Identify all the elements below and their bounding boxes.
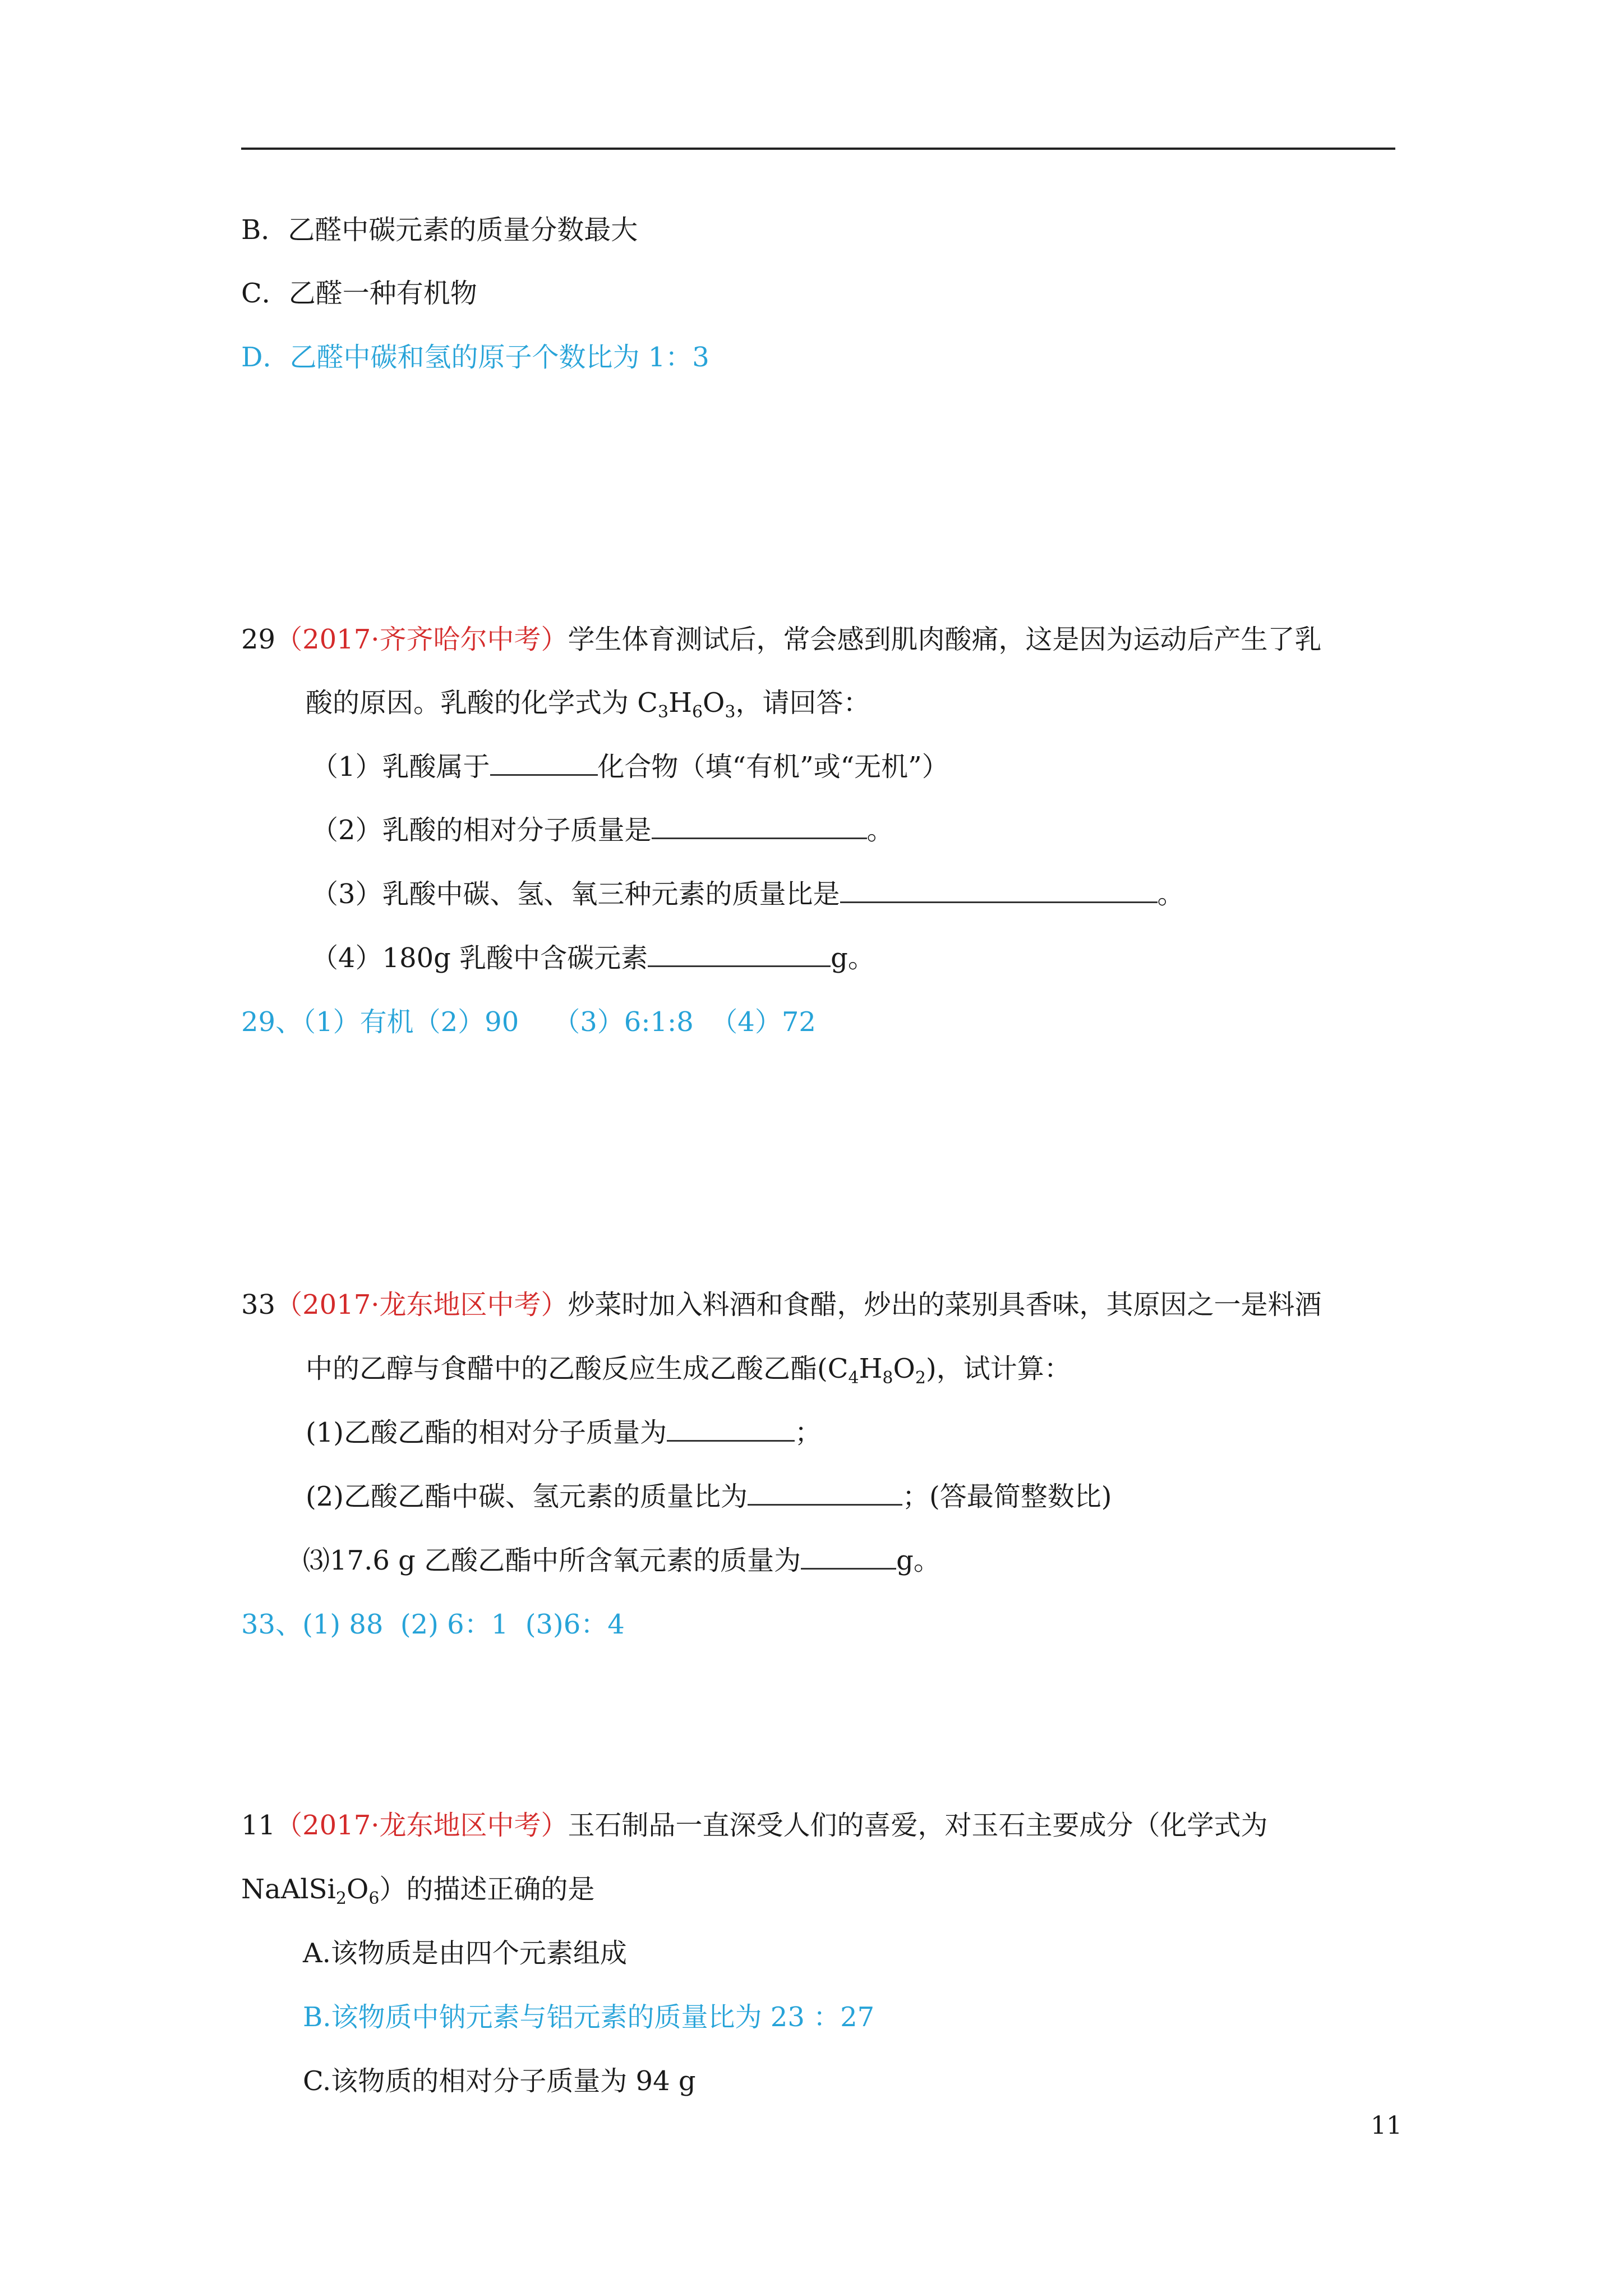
q29-stem-text-3: ，请回答： [735,687,870,719]
answer-blank[interactable] [748,1481,902,1506]
q33-answer: 33、(1) 88 (2) 6：1 (3)6：4 [241,1609,625,1640]
q11-option-b-answer: B.该物质中钠元素与铝元素的质量比为 23 ：27 [303,2001,875,2033]
formula-element: O [893,1353,915,1384]
q33-part1 [306,1415,822,1451]
q11-number: 11 [241,1810,276,1841]
formula-subscript: 6 [691,702,703,722]
q29-part4-text: （4）180g 乳酸中含碳元素 [311,942,648,974]
q33-part3-text: ⑶17.6 g 乙酸乙酯中所含氧元素的质量为 [303,1545,801,1576]
q29-stem-text-2: 酸的原因。乳酸的化学式为 C [306,687,658,719]
q29-source: （2017·齐齐哈尔中考） [275,624,568,655]
formula-element: NaAlSi [241,1874,336,1905]
header-rule [241,148,1395,150]
q29-part2-text-2: 。 [866,815,894,846]
q11-stem-line1 [241,1807,1268,1843]
q11-option-a: A.该物质是由四个元素组成 [303,1938,627,1969]
q11-stem-text-2: ）的描述正确的是 [379,1874,595,1905]
q33-stem-text-2: 中的乙醇与食醋中的乙酸反应生成乙酸乙酯(C [306,1353,849,1384]
q29-answer: 29、（1）有机（2）90 （3）6:1:8 （4）72 [241,1006,816,1038]
formula-element: O [346,1874,369,1905]
q33-stem-line1 [241,1287,1322,1323]
q29-part2 [311,812,894,848]
formula-subscript: 4 [848,1368,859,1388]
q28-option-c: C．乙醛一种有机物 [241,278,477,309]
q33-number: 33 [241,1289,276,1320]
q29-part3 [311,876,1184,912]
q29-stem-text: 学生体育测试后，常会感到肌肉酸痛，这是因为运动后产生了乳 [568,624,1322,655]
q29-part4 [311,940,875,976]
q33-part2 [306,1479,1112,1515]
q33-stem-text-3: )，试计算： [925,1353,1071,1384]
q33-part3-text-2: g。 [896,1545,940,1576]
q29-stem-line1 [241,622,1322,657]
q11-source: （2017·龙东地区中考） [275,1810,568,1841]
q33-stem-line2 [306,1351,1071,1387]
q29-part4-text-2: g。 [831,942,875,974]
answer-blank[interactable] [648,943,831,967]
q28-option-d-answer: D．乙醛中碳和氢的原子个数比为 1：3 [241,342,709,373]
q29-part2-text: （2）乳酸的相对分子质量是 [311,815,652,846]
q11-stem-text: 玉石制品一直深受人们的喜爱，对玉石主要成分（化学式为 [568,1810,1268,1841]
q29-part1 [311,749,949,785]
q29-part3-text-2: 。 [1157,878,1184,910]
q33-source: （2017·龙东地区中考） [275,1289,568,1320]
formula-element: O [703,687,725,719]
q29-number: 29 [241,624,276,655]
q29-stem-line2 [306,685,870,721]
q11-option-c: C.该物质的相对分子质量为 94 g [303,2065,696,2097]
q29-part1-text: （1）乳酸属于 [311,751,490,783]
q33-part2-text-2: ；(答最简整数比) [902,1481,1112,1512]
formula-subscript: 2 [335,1889,347,1908]
page-number: 11 [1371,2111,1402,2140]
q33-part2-text: (2)乙酸乙酯中碳、氢元素的质量比为 [306,1481,748,1512]
q11-stem-line2 [241,1871,594,1907]
q29-part3-text: （3）乳酸中碳、氢、氧三种元素的质量比是 [311,878,840,910]
answer-blank[interactable] [490,752,598,776]
formula-subscript: 2 [915,1368,926,1388]
formula-element: H [668,687,692,719]
formula-subscript: 6 [368,1889,380,1908]
q29-part1-text-2: 化合物（填“有机”或“无机”） [597,751,949,783]
answer-blank[interactable] [840,879,1158,903]
q33-stem-text: 炒菜时加入料酒和食醋，炒出的菜别具香味，其原因之一是料酒 [568,1289,1322,1320]
formula-subscript: 3 [658,702,669,722]
formula-subscript: 3 [725,702,736,722]
formula-element: H [859,1353,883,1384]
answer-blank[interactable] [801,1545,896,1570]
q33-part3 [303,1543,940,1579]
q33-part1-text-2: ； [795,1417,822,1448]
answer-blank[interactable] [652,815,867,839]
answer-blank[interactable] [667,1418,795,1442]
formula-subscript: 8 [882,1368,893,1388]
q28-option-b: B．乙醛中碳元素的质量分数最大 [241,214,638,246]
q33-part1-text: (1)乙酸乙酯的相对分子质量为 [306,1417,667,1448]
